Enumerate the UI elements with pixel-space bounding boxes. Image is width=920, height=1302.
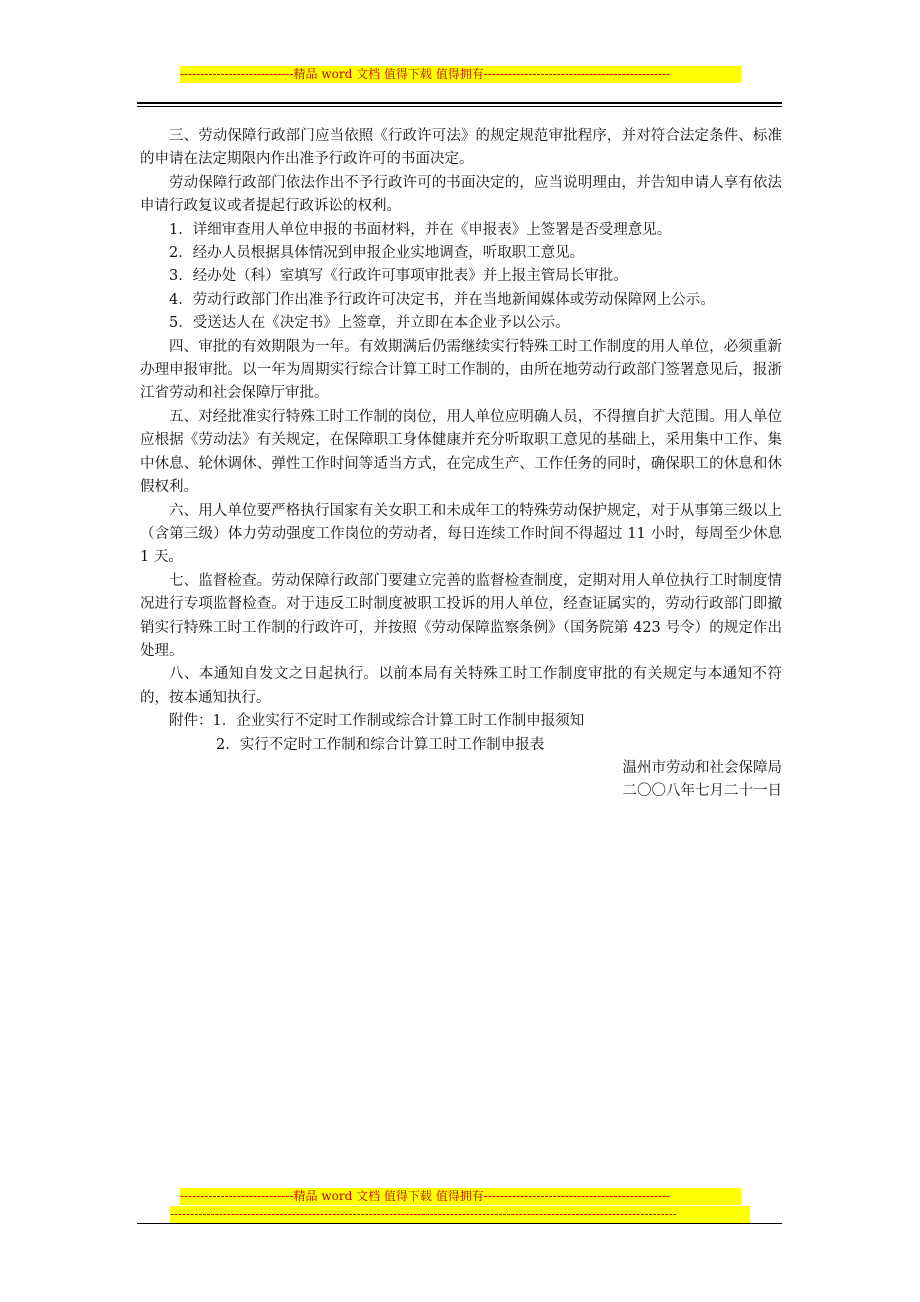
signature: 温州市劳动和社会保障局 [622,759,782,776]
paragraph-6: 六、用人单位要严格执行国家有关女职工和未成年工的特殊劳动保护规定，对于从事第三级以上（含第三级）体力劳动强度工作岗位的劳动者，每日连续工作时间不得超过 11 小时，每周至少休息 1 天。 [140,502,782,566]
step-3: 3．经办处（科）室填写《行政许可事项审批表》并上报主管局长审批。 [169,268,628,285]
paragraph-7: 七、监督检查。劳动保障行政部门要建立完善的监督检查制度，定期对用人单位执行工时制度情况进行专项监督检查。对于违反工时制度被职工投诉的用人单位，经查证属实的，劳动行政部门即撤销实行特殊工时工作制的行政许可，并按照《劳动保障监察条例》（国务院第 423 号令）的规定作出处理。 [140,572,782,659]
header-rule-thick [137,102,782,104]
paragraph-8: 八、本通知自发文之日起执行。以前本局有关特殊工时工作制度审批的有关规定与本通知不符的，按本通知执行。 [140,666,782,706]
step-4: 4．劳动行政部门作出准予行政许可决定书，并在当地新闻媒体或劳动保障网上公示。 [169,291,715,308]
attachment-2: 2．实行不定时工作制和综合计算工时工作制申报表 [216,736,545,753]
step-2: 2．经办人员根据具体情况到申报企业实地调查，听取职工意见。 [169,245,585,262]
header-banner: ----------------------------精品 word 文档 值得下载 值得拥有---------------------------------------------- [180,66,741,83]
header-rule-thin [137,106,782,107]
document-body [140,125,782,804]
paragraph-3: 三、劳动保障行政部门应当依照《行政许可法》的规定规范审批程序，并对符合法定条件、标准的申请在法定期限内作出准予行政许可的书面决定。 [140,128,782,168]
paragraph-3-note: 劳动保障行政部门依法作出不予行政许可的书面决定的，应当说明理由，并告知申请人享有依法申请行政复议或者提起行政诉讼的权利。 [140,174,782,215]
footer-rule [137,1223,782,1224]
date: 二〇〇八年七月二十一日 [622,783,782,800]
footer-banner: ----------------------------精品 word 文档 值得下载 值得拥有---------------------------------------------- [180,1188,741,1205]
footer-dashes: ----------------------------------------------------------------------------------------------------------------------------- [170,1206,750,1223]
step-5: 5．受送达人在《决定书》上签章，并立即在本企业予以公示。 [169,315,570,332]
paragraph-4: 四、审批的有效期限为一年。有效期满后仍需继续实行特殊工时工作制度的用人单位，必须重新办理申报审批。以一年为周期实行综合计算工时工作制的，由所在地劳动行政部门签署意见后，报浙江省劳动和社会保障厅审批。 [140,338,782,402]
attachment-1: 附件：1．企业实行不定时工作制或综合计算工时工作制申报须知 [169,713,585,730]
step-1: 1．详细审查用人单位申报的书面材料，并在《申报表》上签署是否受理意见。 [169,221,672,238]
paragraph-5: 五、对经批准实行特殊工时工作制的岗位，用人单位应明确人员，不得擅自扩大范围。用人单位应根据《劳动法》有关规定，在保障职工身体健康并充分听取职工意见的基础上，采用集中工作、集中休息、轮休调休、弹性工作时间等适当方式，在完成生产、工作任务的同时，确保职工的休息和休假权利。 [140,408,782,496]
